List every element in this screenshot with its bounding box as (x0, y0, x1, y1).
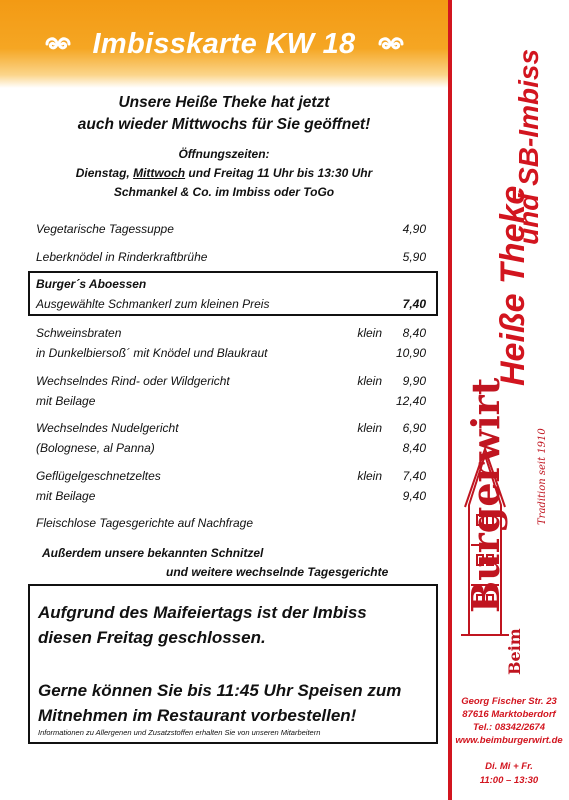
page-title: Imbisskarte KW 18 (92, 27, 356, 60)
dish-price: 10,90 (395, 346, 426, 360)
menu-item-name: Vegetarische Tagessuppe (36, 222, 174, 236)
dish-name: Schweinsbraten (36, 326, 122, 340)
menu-item-name: Leberknödel in Rinderkraftbrühe (36, 250, 208, 264)
decorative-swirl-icon (41, 34, 75, 54)
allergen-note: Informationen zu Allergenen und Zusatzstoffen erhalten Sie von unseren Mitarbeitern (38, 728, 321, 737)
dish-size-label: klein (357, 469, 382, 483)
dish-size-label: klein (357, 374, 382, 388)
burger-special-title: Burger´s Aboessen (36, 277, 147, 291)
dish-description: (Bolognese, al Panna) (36, 441, 155, 455)
dish-description: in Dunkelbiersoß´ mit Knödel und Blaukraut (36, 346, 268, 360)
opening-days (0, 164, 448, 183)
opening-days-pre: Dienstag, (75, 166, 134, 180)
intro-announcement (0, 92, 448, 136)
burgerwirt-logo (455, 377, 563, 675)
dish-price-small: 9,90 (402, 374, 426, 388)
dish-name: Wechselndes Rind- oder Wildgericht (36, 374, 230, 388)
address-street: Georg Fischer Str. 23 (461, 696, 557, 707)
sidebar-hours-days: Di. Mi + Fr. (485, 761, 533, 772)
notice-line-3: Gerne können Sie bis 11:45 Uhr Speisen zum (38, 681, 402, 700)
dish-price: 8,40 (402, 441, 426, 455)
opening-note: Schmankel & Co. im Imbiss oder ToGo (113, 185, 335, 199)
dish-size-label: klein (357, 326, 382, 340)
dish-price-small: 7,40 (402, 469, 426, 483)
logo-name: Burgerwirt (463, 377, 508, 613)
dish-name: Wechselndes Nudelgericht (36, 421, 179, 435)
dish-price: 12,40 (395, 394, 426, 408)
burger-special-price: 7,40 (402, 297, 426, 311)
sidebar-heading-sb-imbiss: und SB-Imbiss (513, 48, 544, 245)
notice-line-1: Aufgrund des Maifeiertags ist der Imbiss (38, 603, 367, 622)
website-link[interactable]: www.beimburgerwirt.de (455, 735, 563, 746)
menu-item-price: 4,90 (402, 222, 426, 236)
opening-days-highlight: Mittwoch (133, 166, 186, 180)
sidebar-heading-heisse-theke: Heiße Theke (494, 185, 532, 386)
opening-days-post: und Freitag 11 Uhr bis 13:30 Uhr (185, 166, 373, 180)
dish-price-small: 6,90 (402, 421, 426, 435)
sidebar-hours-time: 11:00 – 13:30 (479, 775, 539, 786)
sidebar-hours (453, 760, 565, 788)
logo-beim: Beim (505, 628, 524, 675)
extra-line-1: Außerdem unsere bekannten Schnitzel (42, 546, 264, 560)
intro-line-2: auch wieder Mittwochs für Sie geöffnet! (77, 116, 371, 133)
intro-line-1: Unsere Heiße Theke hat jetzt (118, 94, 330, 111)
dish-price-small: 8,40 (402, 326, 426, 340)
burger-special-desc: Ausgewählte Schmankerl zum kleinen Preis (36, 297, 270, 311)
logo-tagline: Tradition seit 1910 (537, 428, 548, 525)
contact-block (453, 695, 565, 747)
opening-label: Öffnungszeiten: (178, 147, 270, 161)
dish-size-label: klein (357, 421, 382, 435)
sidebar-divider (448, 0, 452, 800)
meatless-note: Fleischlose Tagesgerichte auf Nachfrage (36, 516, 254, 530)
notice-line-4: Mitnehmen im Restaurant vorbestellen! (38, 706, 357, 725)
notice-line-2: diesen Freitag geschlossen. (38, 628, 266, 647)
decorative-swirl-icon (374, 34, 408, 54)
header-banner (0, 0, 448, 88)
dish-name: Geflügelgeschnetzeltes (36, 469, 161, 483)
menu-item-price: 5,90 (402, 250, 426, 264)
dish-description: mit Beilage (36, 489, 96, 503)
dish-description: mit Beilage (36, 394, 96, 408)
phone-number: Tel.: 08342/2674 (472, 722, 545, 733)
address-city: 87616 Marktoberdorf (462, 709, 556, 720)
dish-price: 9,40 (402, 489, 426, 503)
opening-hours (0, 145, 448, 202)
extra-line-2: und weitere wechselnde Tagesgerichte (166, 565, 389, 579)
